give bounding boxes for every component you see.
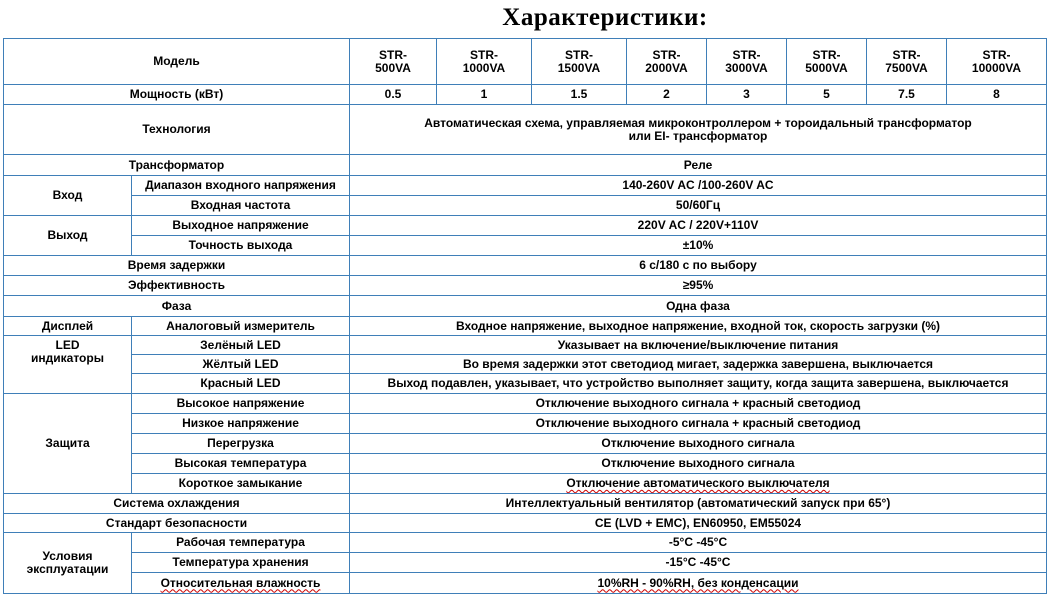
- protection-high-temp-label: Высокая температура: [132, 454, 350, 474]
- protection-overload-row: [4, 434, 1047, 454]
- model-cell: [947, 39, 1047, 85]
- technology-value-line2: или EI- трансформатор: [628, 128, 768, 143]
- display-group-label: Дисплей: [4, 317, 132, 336]
- conditions-humidity-label: [132, 573, 350, 594]
- page-title: Характеристики:: [502, 4, 708, 31]
- cooling-row: [4, 494, 1047, 514]
- conditions-storage-label: Температура хранения: [132, 553, 350, 573]
- input-range-value: 140-260V AC /100-260V AC: [350, 176, 1047, 196]
- led-yellow-row: [4, 355, 1047, 374]
- model-cell: [787, 39, 867, 85]
- technology-value-line1: Автоматическая схема, управляемая микроконтроллером + тороидальный трансформатор: [424, 115, 972, 130]
- protection-low-voltage-label: Низкое напряжение: [132, 414, 350, 434]
- protection-short-value: [350, 474, 1047, 494]
- power-value: 8: [947, 85, 1047, 105]
- led-red-row: [4, 374, 1047, 394]
- phase-value: Одна фаза: [350, 296, 1047, 317]
- model-name: STR- 1000VA: [462, 47, 506, 75]
- output-accuracy-label: Точность выхода: [132, 236, 350, 256]
- conditions-temp-label: Рабочая температура: [132, 533, 350, 553]
- output-voltage-value: 220V AC / 220V+110V: [350, 216, 1047, 236]
- cooling-label: Система охлаждения: [4, 494, 350, 514]
- protection-high-voltage-row: [4, 394, 1047, 414]
- safety-value: CE (LVD + EMC), EN60950, EM55024: [350, 514, 1047, 533]
- conditions-temp-row: [4, 533, 1047, 553]
- power-value: 5: [787, 85, 867, 105]
- phase-label: Фаза: [4, 296, 350, 317]
- conditions-humidity-label-text: Относительная влажность: [160, 575, 321, 590]
- led-green-value: Указывает на включение/выключение питания: [350, 336, 1047, 355]
- output-voltage-label: Выходное напряжение: [132, 216, 350, 236]
- conditions-humidity-row: [4, 573, 1047, 594]
- conditions-group-label-line2: эксплуатации: [26, 562, 109, 576]
- protection-overload-value: Отключение выходного сигнала: [350, 434, 1047, 454]
- protection-high-temp-row: [4, 454, 1047, 474]
- delay-label: Время задержки: [4, 256, 350, 276]
- input-freq-label: Входная частота: [132, 196, 350, 216]
- power-value: 1.5: [532, 85, 627, 105]
- power-value: 2: [627, 85, 707, 105]
- conditions-group-label: [4, 533, 132, 594]
- protection-group-label: Защита: [4, 394, 132, 494]
- led-group-label-line2: индикаторы: [31, 351, 104, 365]
- transformer-row: [4, 155, 1047, 176]
- output-accuracy-value: ±10%: [350, 236, 1047, 256]
- input-range-label: [132, 176, 350, 196]
- output-group-label: Выход: [4, 216, 132, 256]
- display-meter-value: Входное напряжение, выходное напряжение, входной ток, скорость загрузки (%): [350, 317, 1047, 336]
- model-name: STR- 3000VA: [725, 47, 768, 75]
- delay-value: 6 с/180 с по выбору: [350, 256, 1047, 276]
- cooling-value: Интеллектуальный вентилятор (автоматический запуск при 65°): [350, 494, 1047, 514]
- model-cell: [707, 39, 787, 85]
- protection-short-label: Короткое замыкание: [132, 474, 350, 494]
- efficiency-value: ≥95%: [350, 276, 1047, 296]
- model-cell: [627, 39, 707, 85]
- protection-low-voltage-value: Отключение выходного сигнала + красный светодиод: [350, 414, 1047, 434]
- transformer-value: Реле: [350, 155, 1047, 176]
- power-row: [4, 85, 1047, 105]
- display-row: [4, 317, 1047, 336]
- power-label: Мощность (кВт): [4, 85, 350, 105]
- led-red-value: Выход подавлен, указывает, что устройство выполняет защиту, когда защита завершена, выключается: [350, 374, 1047, 394]
- protection-overload-label: Перегрузка: [132, 434, 350, 454]
- conditions-group-label-line1: Условия: [42, 549, 93, 563]
- power-value: 0.5: [350, 85, 437, 105]
- input-range-row: [4, 176, 1047, 196]
- technology-value: [350, 105, 1047, 155]
- display-meter-label: Аналоговый измеритель: [132, 317, 350, 336]
- power-value: 7.5: [867, 85, 947, 105]
- protection-high-voltage-label: Высокое напряжение: [132, 394, 350, 414]
- input-group-label: Вход: [4, 176, 132, 216]
- led-yellow-value: Во время задержки этот светодиод мигает, задержка завершена, выключается: [350, 355, 1047, 374]
- technology-label: Технология: [4, 105, 350, 155]
- led-green-label: Зелёный LED: [132, 336, 350, 355]
- delay-row: [4, 256, 1047, 276]
- conditions-storage-row: [4, 553, 1047, 573]
- technology-row: [4, 105, 1047, 155]
- transformer-label: Трансформатор: [4, 155, 350, 176]
- model-name: STR- 500VA: [375, 47, 411, 75]
- spec-table: [3, 38, 1047, 594]
- led-yellow-label: Жёлтый LED: [132, 355, 350, 374]
- led-group-label-line1: LED: [55, 338, 80, 352]
- model-name: STR- 1500VA: [557, 47, 601, 75]
- phase-row: [4, 296, 1047, 317]
- safety-label: Стандарт безопасности: [4, 514, 350, 533]
- model-name: STR- 2000VA: [645, 47, 688, 75]
- model-cell: [532, 39, 627, 85]
- efficiency-row: [4, 276, 1047, 296]
- input-freq-row: [4, 196, 1047, 216]
- output-voltage-row: [4, 216, 1047, 236]
- model-cell: [867, 39, 947, 85]
- protection-low-voltage-row: [4, 414, 1047, 434]
- input-freq-value: 50/60Гц: [350, 196, 1047, 216]
- output-accuracy-row: [4, 236, 1047, 256]
- model-row: [4, 39, 1047, 85]
- model-name: STR- 5000VA: [805, 47, 848, 75]
- conditions-temp-value: -5°C -45°C: [350, 533, 1047, 553]
- model-label: Модель: [4, 39, 350, 85]
- power-value: 1: [437, 85, 532, 105]
- protection-high-voltage-value: Отключение выходного сигнала + красный светодиод: [350, 394, 1047, 414]
- protection-short-value-text: Отключение автоматического выключателя: [566, 476, 830, 490]
- conditions-humidity-value: [350, 573, 1047, 594]
- conditions-humidity-value-text: 10%RH - 90%RH, без конденсации: [597, 575, 799, 590]
- protection-short-row: [4, 474, 1047, 494]
- led-red-label: Красный LED: [132, 374, 350, 394]
- led-green-row: [4, 336, 1047, 355]
- model-name: STR- 10000VA: [971, 47, 1022, 75]
- efficiency-label: Эффективность: [4, 276, 350, 296]
- protection-high-temp-value: Отключение выходного сигнала: [350, 454, 1047, 474]
- model-cell: [437, 39, 532, 85]
- power-value: 3: [707, 85, 787, 105]
- model-name: STR- 7500VA: [885, 47, 928, 75]
- model-cell: [350, 39, 437, 85]
- input-range-label-text: Диапазон входного напряжения: [145, 179, 336, 192]
- conditions-storage-value: -15°C -45°C: [350, 553, 1047, 573]
- safety-row: [4, 514, 1047, 533]
- led-group-label: [4, 336, 132, 394]
